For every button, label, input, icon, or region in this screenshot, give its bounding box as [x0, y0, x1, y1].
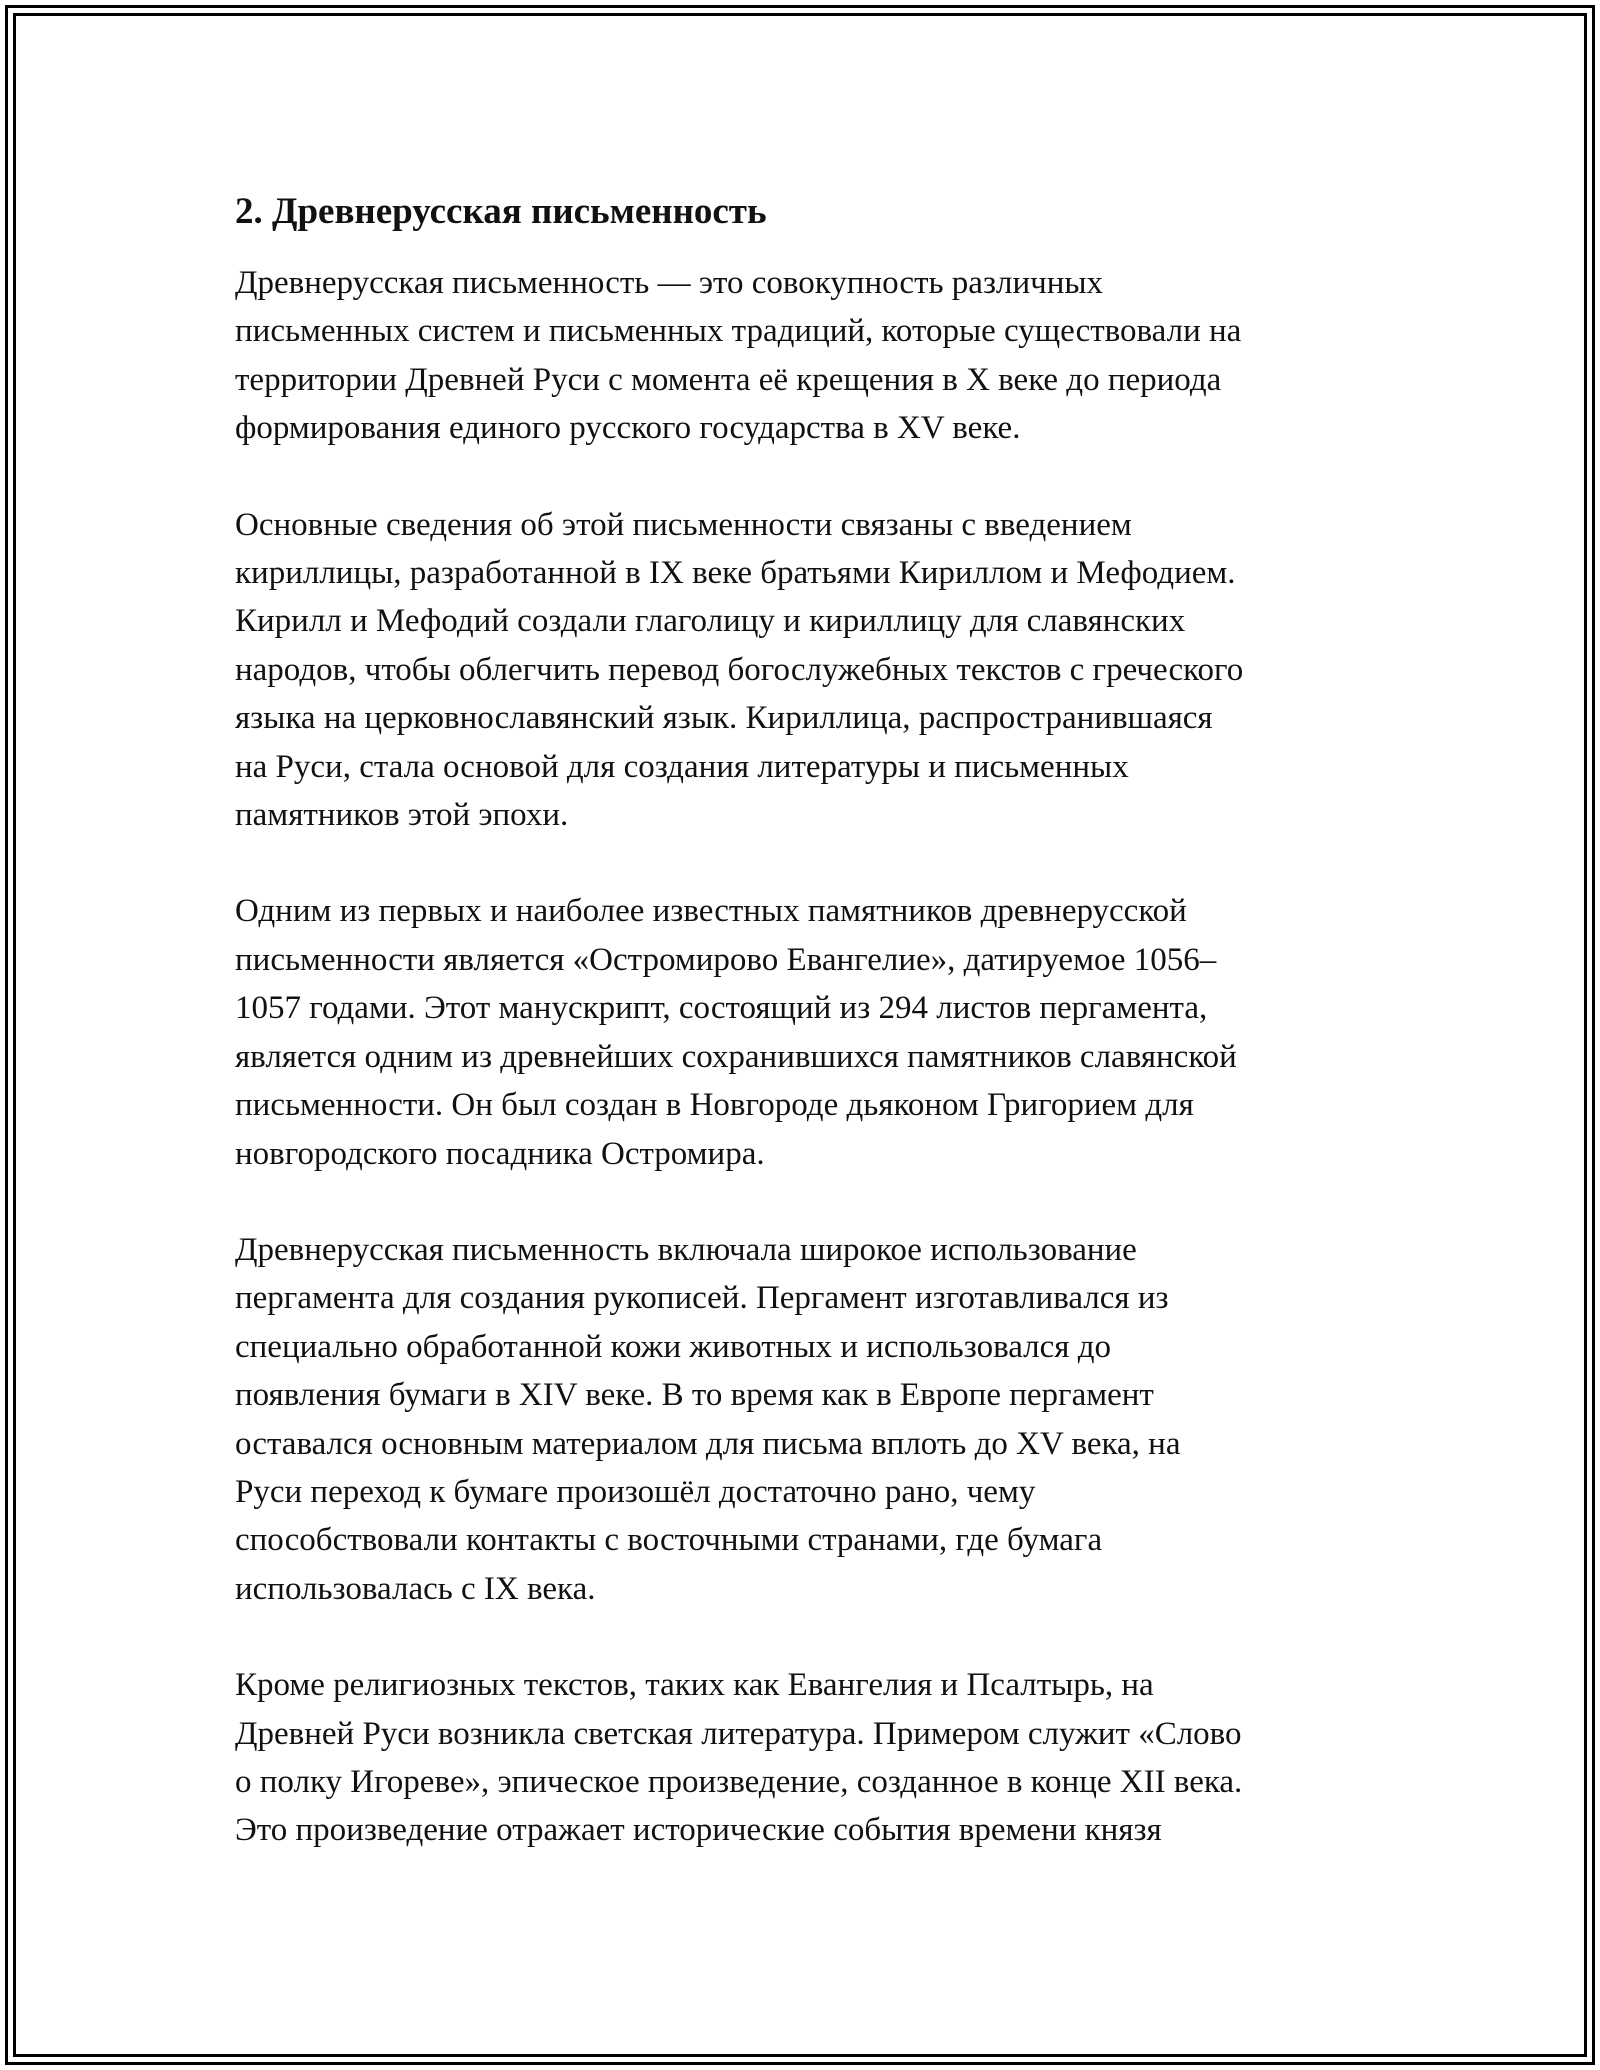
section-heading: 2. Древнерусская письменность: [235, 191, 767, 232]
paragraph-1: Древнерусская письменность — это совокупность различных письменных систем и письменных традиций, которые существовали на территории Древней Руси с момента её крещения в X веке до периода формирования единого русского государства в XV веке.: [235, 265, 1242, 447]
paragraph-3: Одним из первых и наиболее известных памятников древнерусской письменности является «Остромирово Евангелие», датируемое 1056– 1057 годами. Этот манускрипт, состоящий из 294 листов пергамента, является одним из древнейших сохранившихся памятников славянской письменности. Он был создан в Новгороде дьяконом Григорием для новгородского посадника Остромира.: [235, 893, 1237, 1172]
document-body: [235, 187, 1375, 1903]
paragraph-2: Основные сведения об этой письменности связаны с введением кириллицы, разработанной в IX веке братьями Кириллом и Мефодием. Кирилл и Мефодий создали глаголицу и кириллицу для славянских народов, чтобы облегчить перевод богослужебных текстов с греческого языка на церковнославянский язык. Кириллица, распространившаяся на Руси, стала основой для создания литературы и письменных памятников этой эпохи.: [235, 506, 1244, 834]
paragraph-5: Кроме религиозных текстов, таких как Евангелия и Псалтырь, на Древней Руси возникла светская литература. Примером служит «Слово о полку Игореве», эпическое произведение, созданное в конце XII века. Это произведение отражает исторические события времени князя: [235, 1667, 1243, 1849]
paragraph-4: Древнерусская письменность включала широкое использование пергамента для создания рукописей. Пергамент изготавливался из специально обработанной кожи животных и использовался до появления бумаги в XIV веке. В то время как в Европе пергамент оставался основным материалом для письма вплоть до XV века, на Руси переход к бумаге произошёл достаточно рано, чему способствовали контакты с восточными странами, где бумага использовалась с IX века.: [235, 1231, 1181, 1607]
